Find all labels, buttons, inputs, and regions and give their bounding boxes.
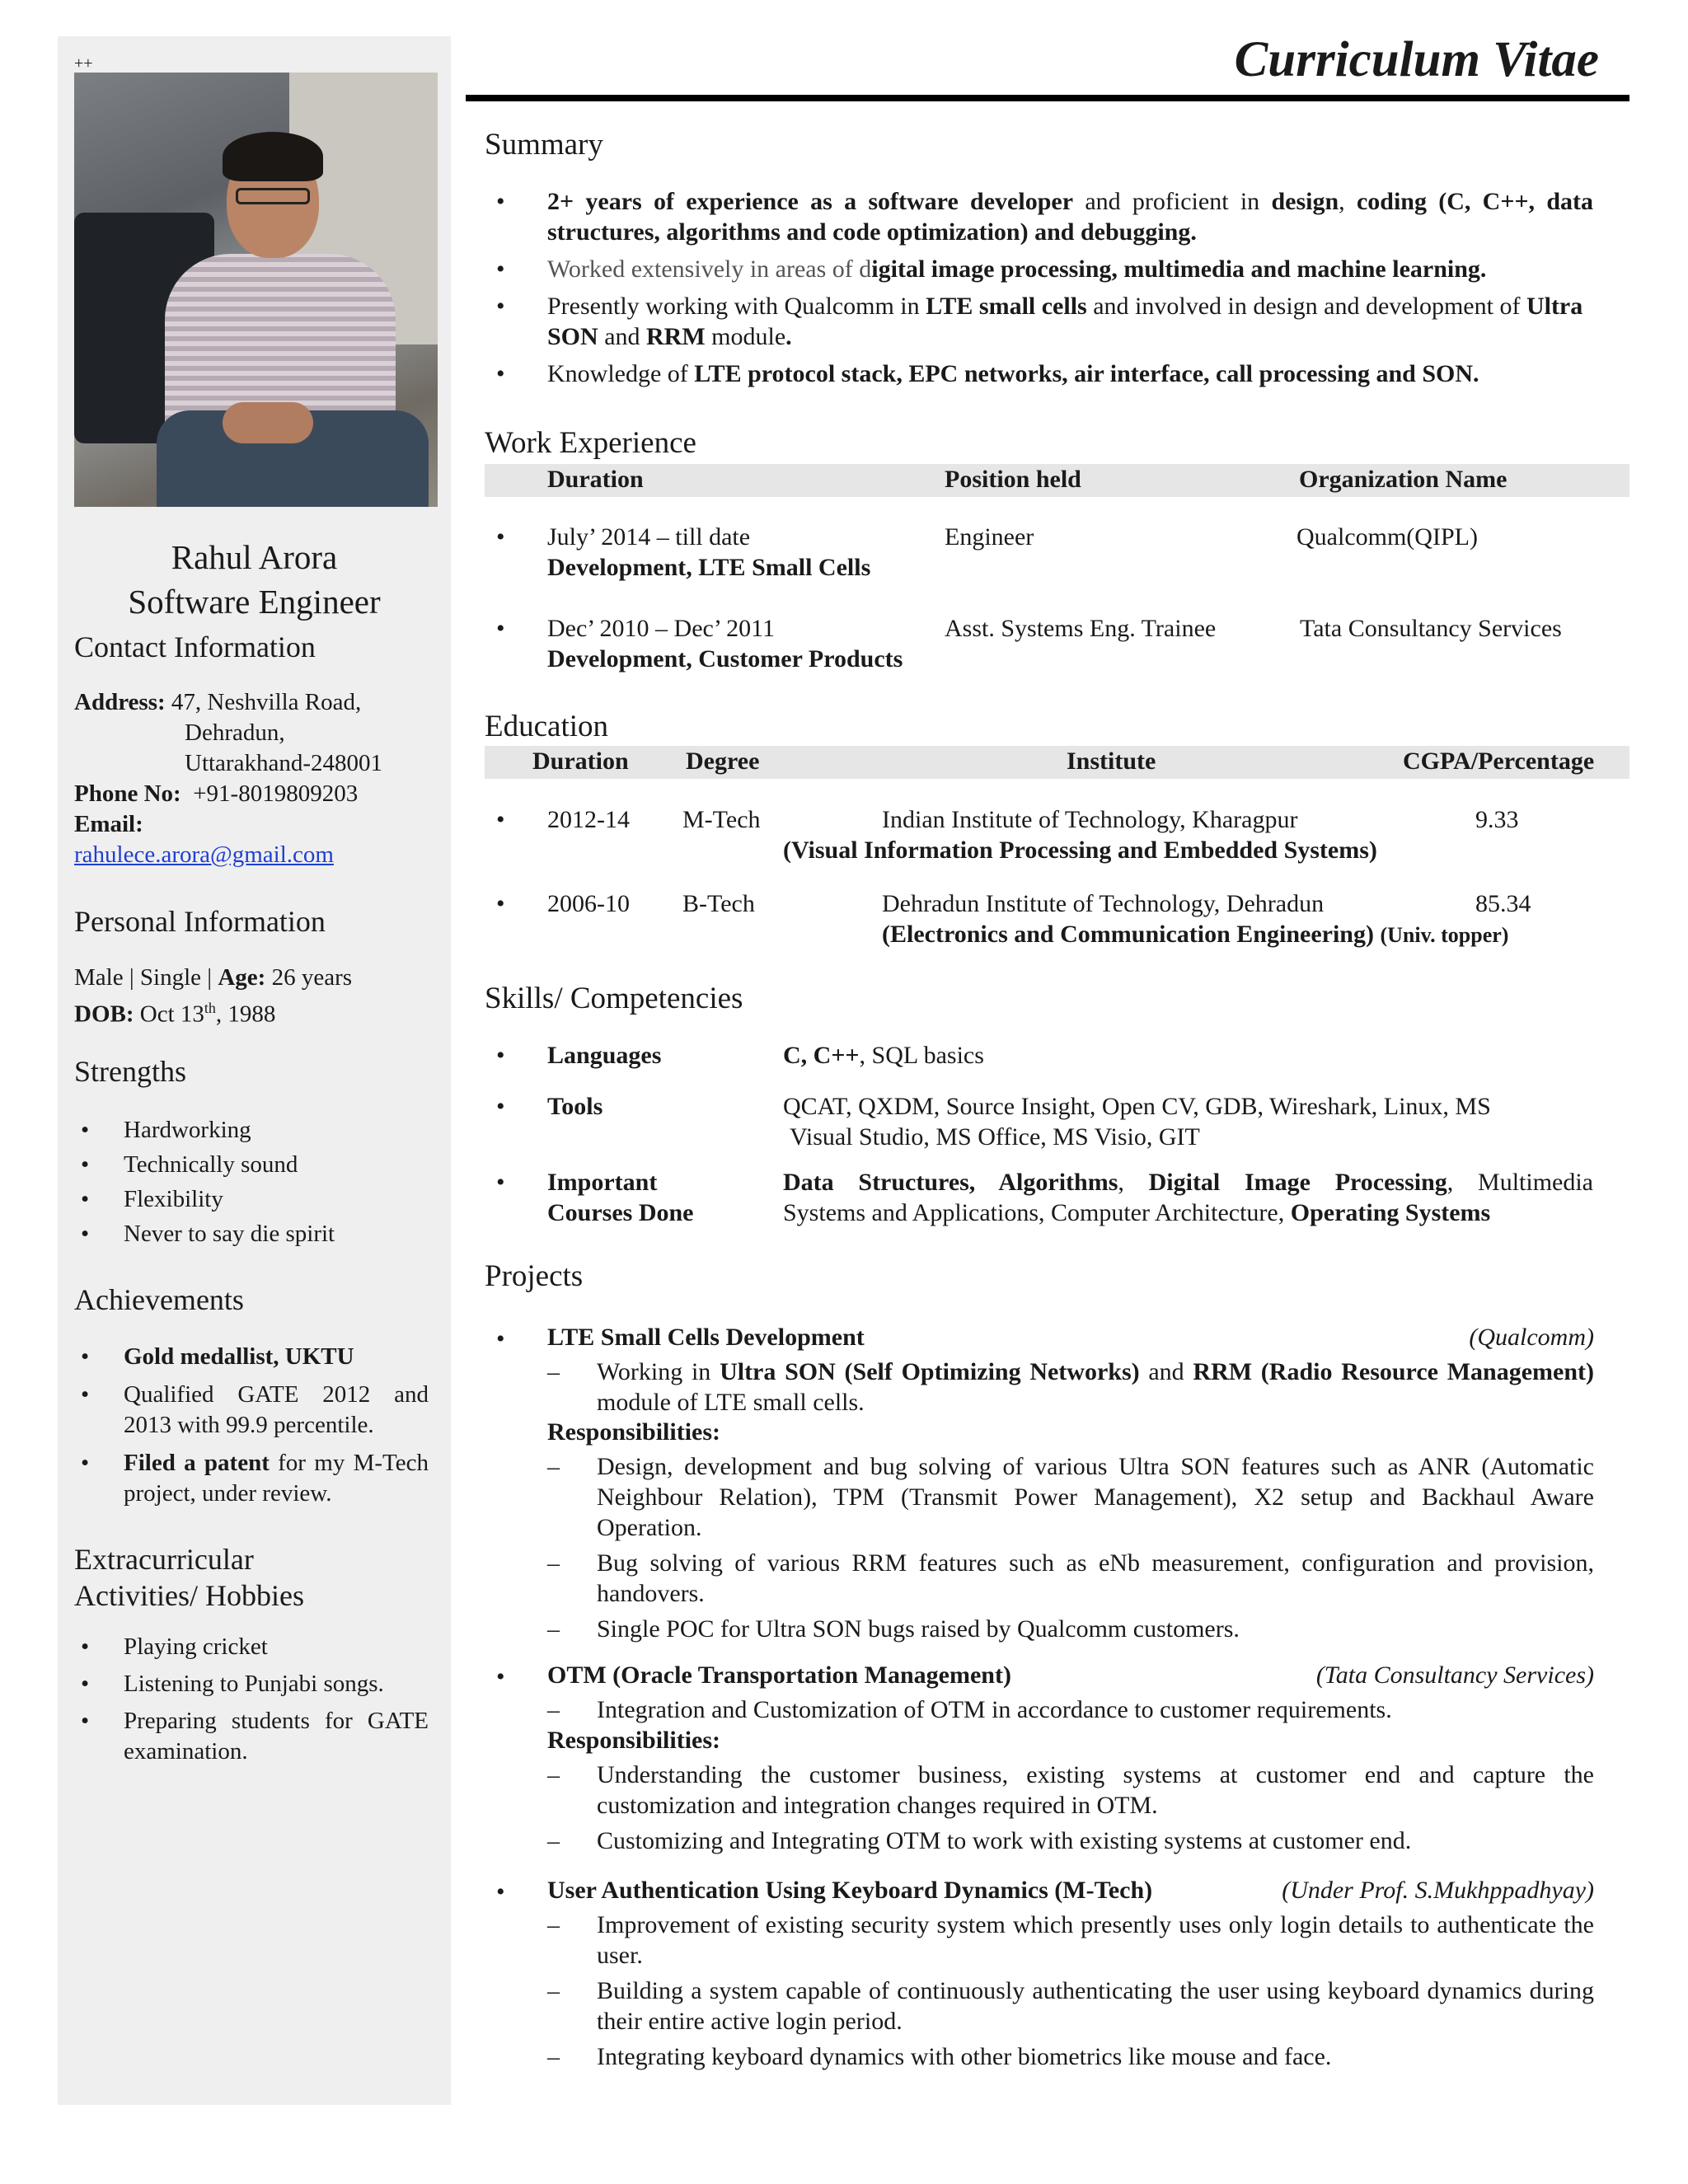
page-mark: ++ <box>74 54 93 73</box>
dob-label: DOB: <box>74 1001 134 1028</box>
list-item: • Preparing students for GATE examination. <box>81 1708 429 1765</box>
page-title: Curriculum Vitae <box>1234 32 1599 87</box>
table-row: Dec’ 2010 – Dec’ 2011 Development, Customer Products <box>547 615 903 673</box>
work-col-org: Organization Name <box>1299 466 1507 493</box>
project-3-list <box>547 1910 1594 2074</box>
list-item: – Improvement of existing security system which presently uses only login details to authenticate the user. <box>547 1911 1594 1969</box>
list-item: – Working in Ultra SON (Self Optimizing Networks) and RRM (Radio Resource Management) module of LTE small cells. <box>547 1358 1594 1416</box>
address-line-2: Dehradun, <box>185 719 285 746</box>
projects-heading: Projects <box>485 1259 584 1293</box>
edu-col-degree: Degree <box>686 748 760 775</box>
skills-courses-value: Data Structures, Algorithms, Digital Image Processing, Multimedia Systems and Applications, Computer Architecture, Operating Systems <box>783 1169 1594 1226</box>
list-item: • Knowledge of LTE protocol stack, EPC networks, air interface, call processing and SON. <box>496 360 1479 387</box>
project-2-resp-label: Responsibilities: <box>547 1727 721 1754</box>
email-link[interactable]: rahulece.arora@gmail.com <box>74 841 334 868</box>
phone-label: Phone No: <box>74 780 181 807</box>
strengths-heading: Strengths <box>74 1055 187 1088</box>
work-col-duration: Duration <box>547 466 644 493</box>
project-2-org: (Tata Consultancy Services) <box>1315 1661 1594 1689</box>
project-1-title: LTE Small Cells Development <box>547 1324 865 1351</box>
list-item: • Hardworking <box>81 1117 251 1143</box>
address-line-3: Uttarakhand-248001 <box>185 750 382 776</box>
work-col-position: Position held <box>945 466 1081 493</box>
project-3-org: (Under Prof. S.Mukhppadhyay) <box>1282 1877 1594 1904</box>
list-item: – Bug solving of various RRM features such as eNb measurement, configuration and provision, handovers. <box>547 1549 1594 1607</box>
project-1-resp-list <box>547 1451 1594 1647</box>
address-line-1: 47, Neshvilla Road, <box>171 689 362 715</box>
project-2-title: OTM (Oracle Transportation Management) <box>547 1661 1011 1689</box>
gender: Male <box>74 964 124 991</box>
table-row: 2006-10 <box>547 890 630 917</box>
list-item: • Flexibility <box>81 1186 223 1212</box>
project-3-title: User Authentication Using Keyboard Dynamics (M-Tech) <box>547 1877 1153 1904</box>
email-label: Email: <box>74 811 143 837</box>
work-table-header <box>485 464 1629 497</box>
title-divider <box>466 95 1629 101</box>
education-table-header <box>485 746 1629 779</box>
personal-block: Male | Single | Age: 26 years DOB: Oct 13th, 1988 <box>74 964 353 1028</box>
skills-heading: Skills/ Competencies <box>485 982 743 1015</box>
list-item: • Gold medallist, UKTU <box>81 1343 354 1370</box>
list-item: • 2+ years of experience as a software developer and proficient in design, coding (C, C++, data structures, algorithms and code optimization) and debugging. <box>496 188 1593 246</box>
list-item: • Qualified GATE 2012 and 2013 with 99.9 percentile. <box>81 1381 429 1438</box>
list-item: • Filed a patent for my M-Tech project, under review. <box>81 1450 429 1507</box>
project-2-desc <box>547 1694 1594 1727</box>
dob-day: Oct 13 <box>139 1001 204 1028</box>
list-item: – Building a system capable of continuously authenticating the user using keyboard dynamics during their entire active login period. <box>547 1977 1594 2035</box>
profile-role: Software Engineer <box>128 583 381 621</box>
profile-photo <box>74 73 438 507</box>
skills-tools-label: Tools <box>547 1093 603 1120</box>
list-item: • Worked extensively in areas of digital image processing, multimedia and machine learning. <box>496 255 1487 283</box>
list-item: • Technically sound <box>81 1151 298 1178</box>
summary-list <box>485 186 1593 389</box>
profile-name: Rahul Arora <box>171 538 338 576</box>
edu-col-institute: Institute <box>1067 748 1156 775</box>
list-item: • Playing cricket <box>81 1633 268 1660</box>
hobbies-list <box>74 1632 429 1767</box>
project-1-org: (Qualcomm) <box>1469 1324 1594 1351</box>
list-item: – Integrating keyboard dynamics with other biometrics like mouse and face. <box>547 2043 1332 2070</box>
contact-heading: Contact Information <box>74 630 316 663</box>
age-value: 26 years <box>271 964 353 991</box>
phone-number: +91-8019809203 <box>193 780 359 807</box>
list-item: – Design, development and bug solving of various Ultra SON features such as ANR (Automatic Neighbour Relation), TPM (Transmit Power Management), X2 setup and Backhaul Aware Operation. <box>547 1453 1594 1541</box>
list-item: • Presently working with Qualcomm in LTE small cells and involved in design and development of Ultra SON and RRM module. <box>496 293 1583 350</box>
project-1-desc <box>547 1357 1594 1420</box>
skills-courses-label: Important Courses Done <box>547 1169 694 1226</box>
profile-name-block <box>58 535 451 624</box>
contact-block <box>74 687 429 870</box>
list-item: – Customizing and Integrating OTM to work with existing systems at customer end. <box>547 1827 1412 1854</box>
skills-tools-value: QCAT, QXDM, Source Insight, Open CV, GDB, Wireshark, Linux, MS Visual Studio, MS Office, MS Visio, GIT <box>783 1093 1491 1151</box>
skills-languages-value: C, C++, SQL basics <box>783 1042 984 1069</box>
skills-languages-label: Languages <box>547 1042 662 1069</box>
marital-status: Single <box>139 964 202 991</box>
table-row: July’ 2014 – till date Development, LTE Small Cells <box>547 523 871 581</box>
list-item: – Single POC for Ultra SON bugs raised by Qualcomm customers. <box>547 1615 1240 1643</box>
achievements-list <box>74 1342 429 1509</box>
list-item: • Never to say die spirit <box>81 1221 335 1247</box>
project-2-resp-list <box>547 1760 1594 1858</box>
summary-heading: Summary <box>485 128 603 162</box>
sidebar <box>58 36 451 2105</box>
table-row: 2012-14 <box>547 806 630 833</box>
strengths-list <box>74 1113 429 1251</box>
personal-heading: Personal Information <box>74 905 326 938</box>
project-1-resp-label: Responsibilities: <box>547 1418 721 1446</box>
address-label: Address: <box>74 689 166 715</box>
hobbies-heading: Extracurricular Activities/ Hobbies <box>74 1543 304 1612</box>
list-item: – Integration and Customization of OTM in accordance to customer requirements. <box>547 1696 1392 1723</box>
age-label: Age: <box>218 964 266 991</box>
list-item: • Listening to Punjabi songs. <box>81 1671 384 1697</box>
edu-col-score: CGPA/Percentage <box>1403 748 1595 775</box>
work-heading: Work Experience <box>485 426 696 460</box>
achievements-heading: Achievements <box>74 1283 244 1316</box>
education-heading: Education <box>485 710 609 743</box>
edu-col-duration: Duration <box>532 748 629 775</box>
list-item: – Understanding the customer business, existing systems at customer end and capture the customization and integration changes required in OTM. <box>547 1761 1594 1819</box>
